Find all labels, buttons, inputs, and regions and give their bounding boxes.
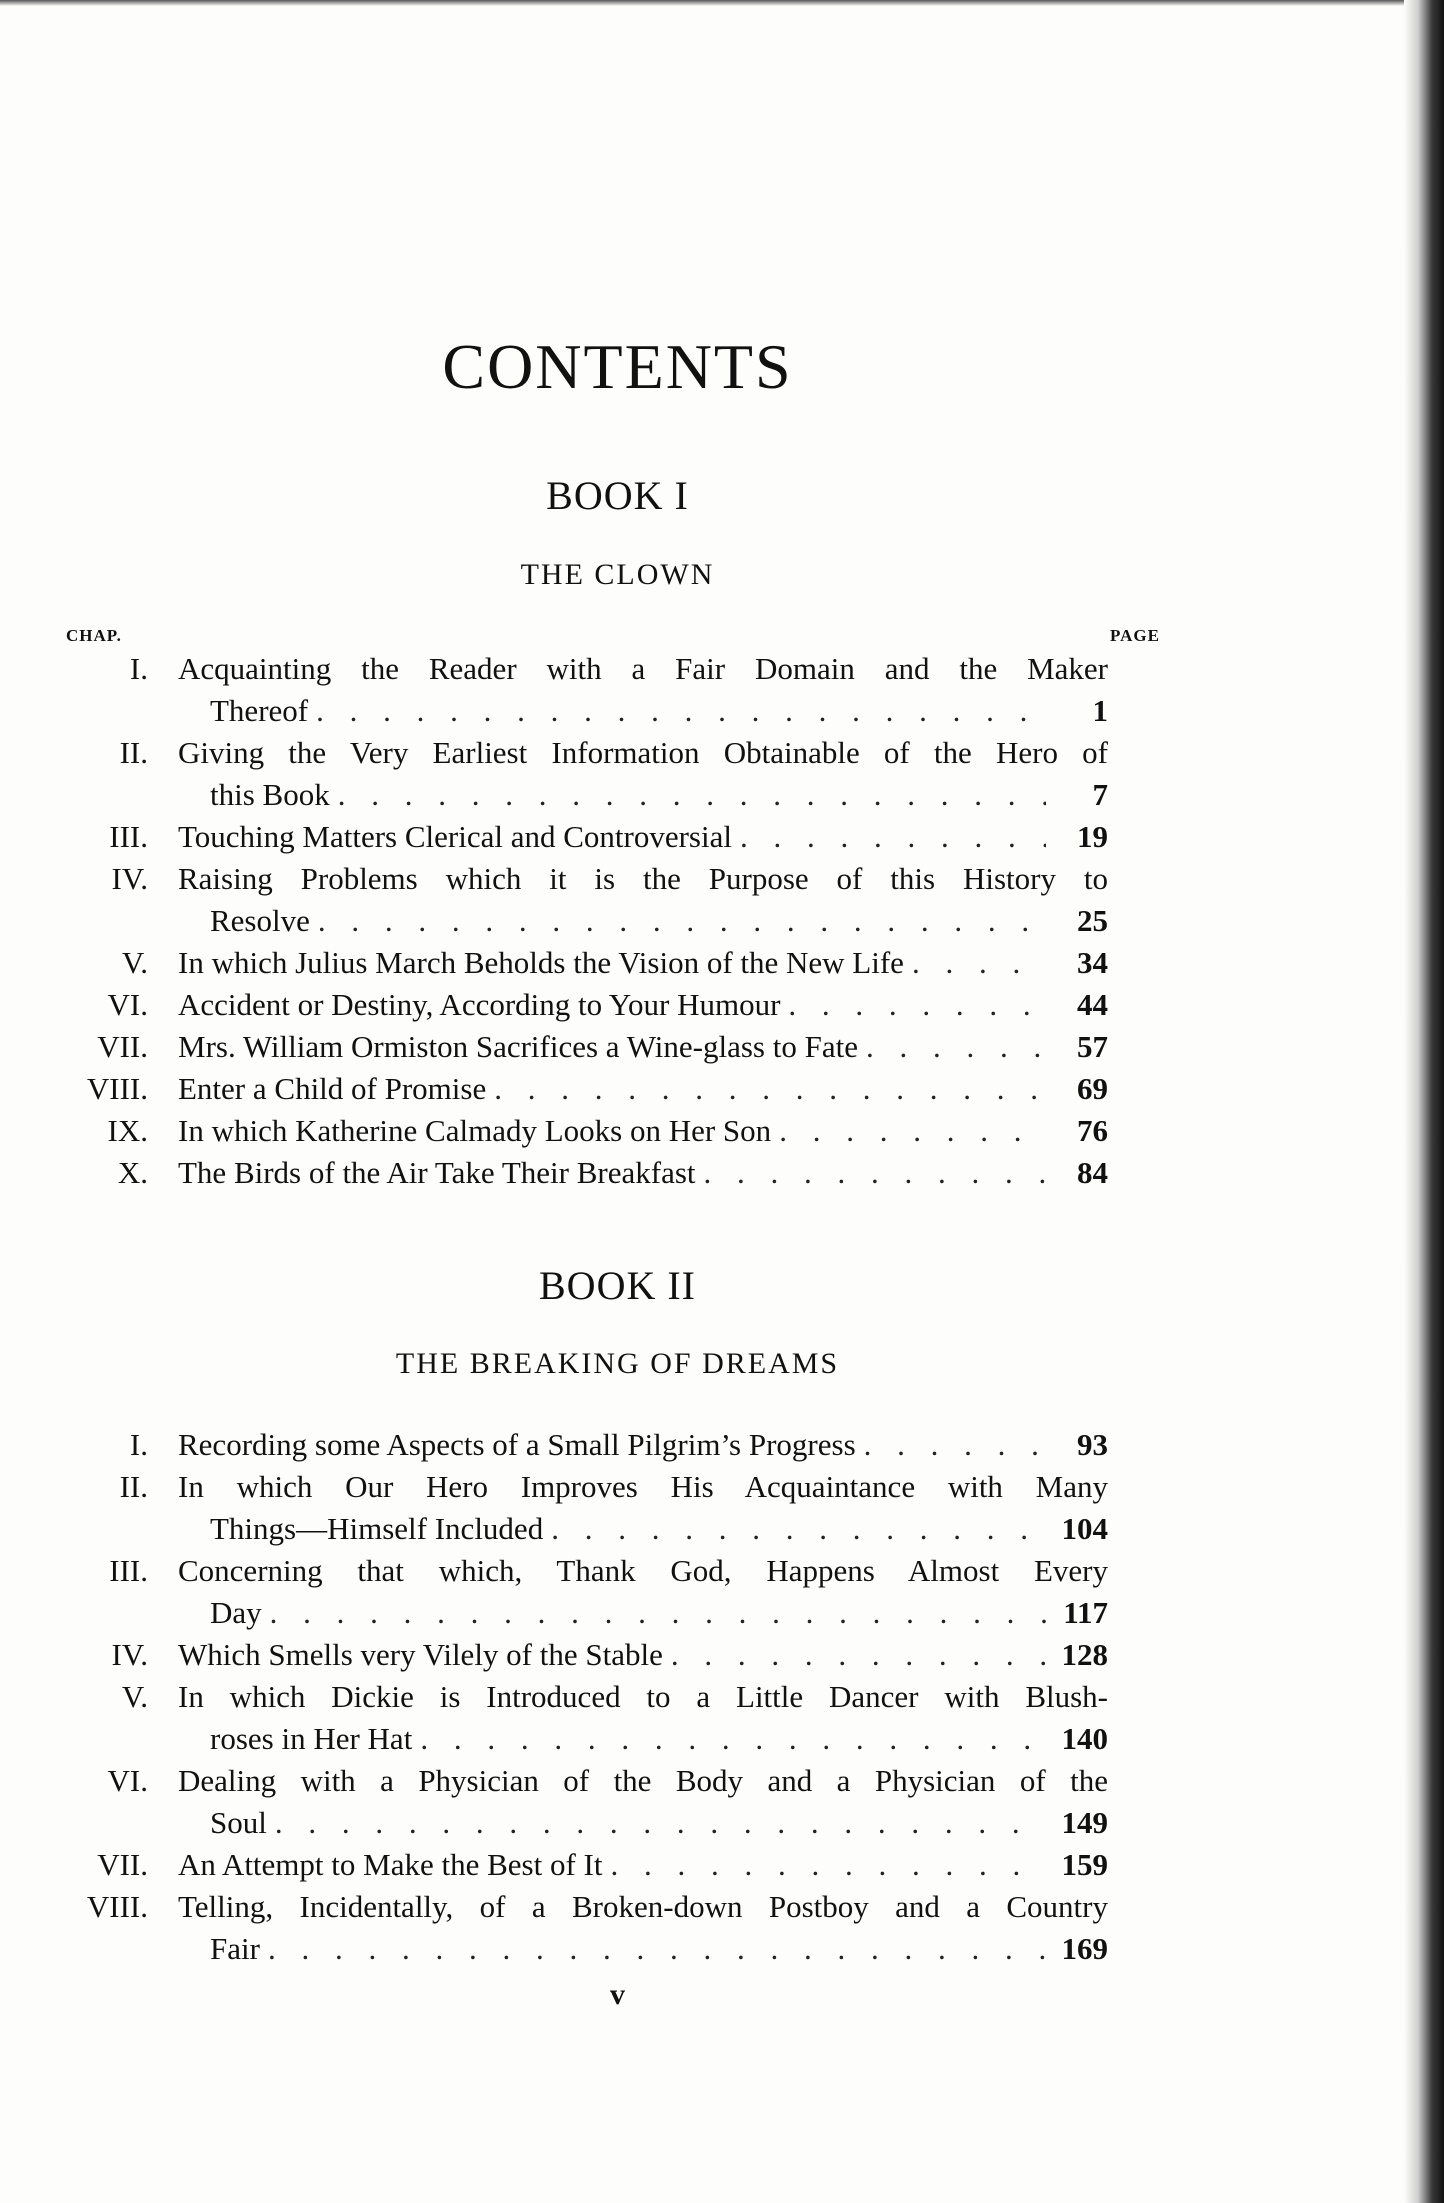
chapter-number: VII. bbox=[97, 1847, 148, 1882]
chapter-title-line: An Attempt to Make the Best of It bbox=[178, 1847, 603, 1882]
toc-entry bbox=[0, 1424, 1444, 1466]
page-number: 149 bbox=[1061, 1805, 1108, 1840]
book-1-subtitle: THE CLOWN bbox=[520, 558, 715, 591]
dot-leader bbox=[270, 1592, 1046, 1634]
dot-leader bbox=[779, 1110, 1046, 1152]
dot-leader bbox=[866, 1026, 1046, 1068]
chapter-number: VI. bbox=[107, 1763, 148, 1798]
page-number: 19 bbox=[1077, 819, 1108, 854]
toc-entry bbox=[0, 1844, 1444, 1886]
chapter-number: VIII. bbox=[86, 1889, 148, 1924]
chapter-title-line: Concerning that which, Thank God, Happens Almost Every bbox=[178, 1553, 1108, 1588]
book-2-heading: BOOK II bbox=[539, 1263, 696, 1308]
page-number-footer: v bbox=[610, 1978, 625, 2011]
toc-entry bbox=[0, 1152, 1444, 1194]
dot-leader bbox=[551, 1508, 1046, 1550]
page-number: 117 bbox=[1063, 1595, 1108, 1630]
page-number: 76 bbox=[1077, 1113, 1108, 1148]
page-number: 57 bbox=[1077, 1029, 1108, 1064]
chapter-title-line: roses in Her Hat bbox=[210, 1721, 413, 1756]
dot-leader bbox=[494, 1068, 1046, 1110]
page-number: 44 bbox=[1077, 987, 1108, 1022]
toc-entry bbox=[0, 858, 1444, 942]
chapter-title-line: Which Smells very Vilely of the Stable bbox=[178, 1637, 663, 1672]
chapter-number: III. bbox=[109, 1553, 148, 1588]
page-number: 7 bbox=[1092, 777, 1108, 812]
dot-leader bbox=[864, 1424, 1046, 1466]
page-title: CONTENTS bbox=[442, 331, 793, 402]
chapter-number: VII. bbox=[97, 1029, 148, 1064]
chapter-number: VIII. bbox=[86, 1071, 148, 1106]
chapter-title-line: In which Our Hero Improves His Acquaintance with Many bbox=[178, 1469, 1108, 1504]
chapter-title-line: The Birds of the Air Take Their Breakfast bbox=[178, 1155, 696, 1190]
page-top-edge bbox=[0, 0, 1444, 6]
toc-entry bbox=[0, 648, 1444, 732]
chapter-number: III. bbox=[109, 819, 148, 854]
chapter-title-line: this Book bbox=[210, 777, 330, 812]
dot-leader bbox=[788, 984, 1046, 1026]
chapter-title-line: Thereof bbox=[210, 693, 309, 728]
book-1-heading: BOOK I bbox=[546, 473, 689, 518]
chapter-title-line: Things—Himself Included bbox=[210, 1511, 544, 1546]
dot-leader bbox=[610, 1844, 1046, 1886]
dot-leader bbox=[740, 816, 1046, 858]
chapter-column-label: CHAP. bbox=[66, 626, 122, 645]
page-number: 159 bbox=[1061, 1847, 1108, 1882]
chapter-title-line: Acquainting the Reader with a Fair Domain and the Maker bbox=[178, 651, 1108, 686]
chapter-title-line: Day bbox=[210, 1595, 262, 1630]
chapter-title-line: In which Dickie is Introduced to a Little Dancer with Blush- bbox=[178, 1679, 1108, 1714]
chapter-number: X. bbox=[117, 1155, 148, 1190]
chapter-title-line: Dealing with a Physician of the Body and a Physician of the bbox=[178, 1763, 1108, 1798]
page-number: 25 bbox=[1077, 903, 1108, 938]
chapter-title-line: Giving the Very Earliest Information Obtainable of the Hero of bbox=[178, 735, 1108, 770]
chapter-title-line: In which Katherine Calmady Looks on Her Son bbox=[178, 1113, 772, 1148]
toc-entry bbox=[0, 1026, 1444, 1068]
chapter-title-line: Soul bbox=[210, 1805, 267, 1840]
chapter-title-line: Resolve bbox=[210, 903, 310, 938]
chapter-number: V. bbox=[121, 945, 148, 980]
chapter-number: VI. bbox=[107, 987, 148, 1022]
dot-leader bbox=[275, 1802, 1046, 1844]
chapter-title-line: Accident or Destiny, According to Your Humour bbox=[178, 987, 781, 1022]
chapter-title-line: Mrs. William Ormiston Sacrifices a Wine-glass to Fate bbox=[178, 1029, 858, 1064]
page-number: 93 bbox=[1077, 1427, 1108, 1462]
dot-leader bbox=[318, 900, 1046, 942]
toc-entry bbox=[0, 1886, 1444, 1970]
toc-entry bbox=[0, 732, 1444, 816]
chapter-title-line: Touching Matters Clerical and Controversial bbox=[178, 819, 732, 854]
toc-entry bbox=[0, 1068, 1444, 1110]
toc-entry bbox=[0, 1550, 1444, 1634]
toc-entry bbox=[0, 1466, 1444, 1550]
book-2-contents-list bbox=[0, 1424, 1444, 1970]
page-number: 128 bbox=[1061, 1637, 1108, 1672]
dot-leader bbox=[671, 1634, 1046, 1676]
page-column-label: PAGE bbox=[1110, 626, 1160, 645]
chapter-title-line: Enter a Child of Promise bbox=[178, 1071, 487, 1106]
page-number: 69 bbox=[1077, 1071, 1108, 1106]
toc-entry bbox=[0, 1676, 1444, 1760]
toc-entry bbox=[0, 1760, 1444, 1844]
page-number: 140 bbox=[1061, 1721, 1108, 1756]
page-number: 104 bbox=[1061, 1511, 1108, 1546]
chapter-title-line: Raising Problems which it is the Purpose of this History to bbox=[178, 861, 1108, 896]
page-number: 84 bbox=[1077, 1155, 1108, 1190]
chapter-number: II. bbox=[119, 1469, 148, 1504]
page-number: 34 bbox=[1077, 945, 1108, 980]
dot-leader bbox=[420, 1718, 1046, 1760]
page-number: 169 bbox=[1061, 1931, 1108, 1966]
toc-entry bbox=[0, 816, 1444, 858]
dot-leader bbox=[316, 690, 1046, 732]
dot-leader bbox=[704, 1152, 1046, 1194]
chapter-number: V. bbox=[121, 1679, 148, 1714]
page-number: 1 bbox=[1092, 693, 1108, 728]
chapter-number: IV. bbox=[111, 861, 148, 896]
toc-entry bbox=[0, 1110, 1444, 1152]
book-2-subtitle: THE BREAKING OF DREAMS bbox=[395, 1347, 840, 1380]
chapter-number: IX. bbox=[107, 1113, 148, 1148]
chapter-number: IV. bbox=[111, 1637, 148, 1672]
chapter-number: II. bbox=[119, 735, 148, 770]
chapter-number: I. bbox=[129, 651, 148, 686]
chapter-title-line: In which Julius March Beholds the Vision of the New Life bbox=[178, 945, 904, 980]
dot-leader bbox=[338, 774, 1046, 816]
chapter-number: I. bbox=[129, 1427, 148, 1462]
book-1-contents-list bbox=[0, 648, 1444, 1194]
chapter-title-line: Recording some Aspects of a Small Pilgrim’s Progress bbox=[178, 1427, 856, 1462]
dot-leader bbox=[912, 942, 1046, 984]
toc-entry bbox=[0, 942, 1444, 984]
toc-entry bbox=[0, 1634, 1444, 1676]
toc-entry bbox=[0, 984, 1444, 1026]
chapter-title-line: Telling, Incidentally, of a Broken-down Postboy and a Country bbox=[178, 1889, 1108, 1924]
dot-leader bbox=[268, 1928, 1046, 1970]
chapter-title-line: Fair bbox=[210, 1931, 260, 1966]
